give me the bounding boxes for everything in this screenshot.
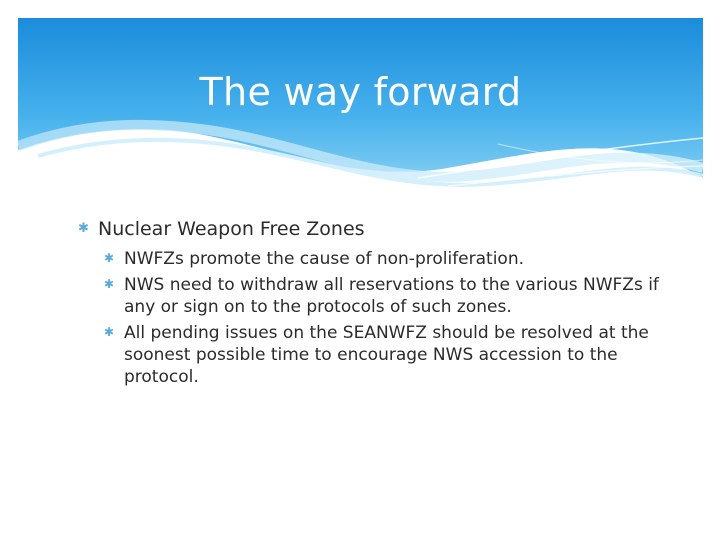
sub-bullet-text: All pending issues on the SEANWFZ should be resolved at the soonest possible time to encourage NWS accession to the protocol. bbox=[124, 323, 649, 387]
sub-bullet bbox=[104, 248, 678, 270]
slide-title: The way forward bbox=[199, 70, 522, 114]
sub-bullet-text: NWFZs promote the cause of non-proliferation. bbox=[124, 249, 525, 269]
asterisk-bullet-icon: ✱ bbox=[104, 325, 115, 339]
sub-bullet bbox=[104, 322, 678, 388]
sub-bullet bbox=[104, 274, 678, 318]
title-banner bbox=[18, 18, 703, 200]
asterisk-bullet-icon: ✱ bbox=[104, 277, 115, 291]
asterisk-bullet-icon: ✱ bbox=[104, 251, 115, 265]
sub-bullet-list bbox=[78, 248, 678, 388]
slide-body bbox=[78, 216, 678, 392]
asterisk-bullet-icon: ✱ bbox=[78, 221, 89, 236]
main-bullet-text: Nuclear Weapon Free Zones bbox=[98, 218, 365, 240]
sub-bullet-text: NWS need to withdraw all reservations to the various NWFZs if any or sign on to the protocols of such zones. bbox=[124, 275, 659, 317]
main-bullet bbox=[78, 216, 678, 242]
